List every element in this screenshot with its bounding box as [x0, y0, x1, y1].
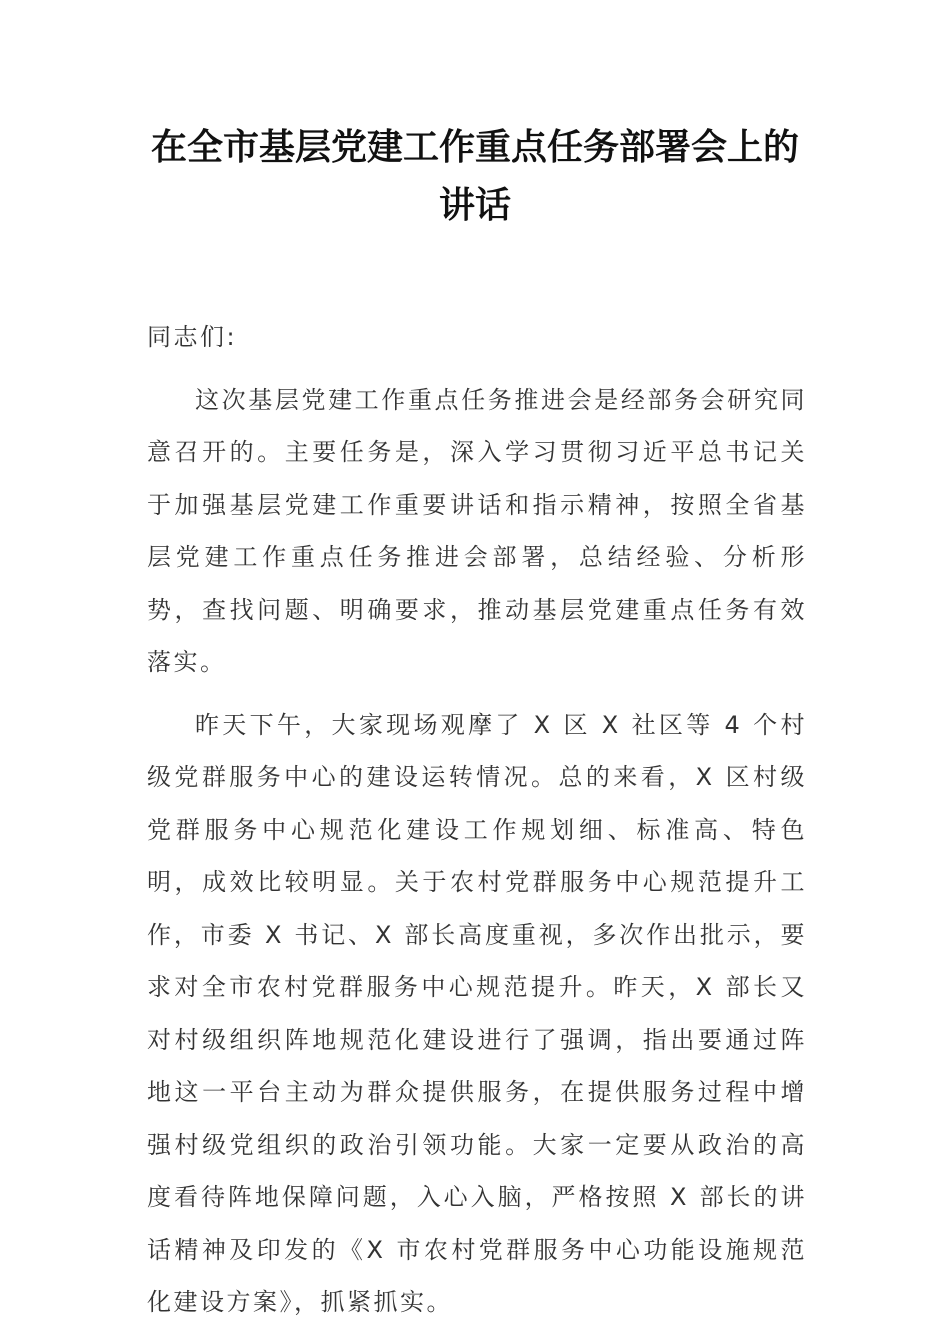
salutation: 同志们:	[147, 323, 238, 351]
document-body	[147, 311, 807, 1339]
paragraph-1: 这次基层党建工作重点任务推进会是经部务会研究同意召开的。主要任务是，深入学习贯彻习近平总书记关于加强基层党建工作重要讲话和指示精神，按照全省基层党建工作重点任务推进会部署，总结经验、分析形势，查找问题、明确要求，推动基层党建重点任务有效落实。	[147, 385, 807, 676]
paragraph-2: 昨天下午，大家现场观摩了 X 区 X 社区等 4 个村级党群服务中心的建设运转情况。总的来看，X 区村级党群服务中心规范化建设工作规划细、标准高、特色明，成效比较明显。关于农村党群服务中心规范提升工作，市委 X 书记、X 部长高度重视，多次作出批示，要求对全市农村党群服务中心规范提升。昨天，X 部长又对村级组织阵地规范化建设进行了强调，指出要通过阵地这一平台主动为群众提供服务，在提供服务过程中增强村级党组织的政治引领功能。大家一定要从政治的高度看待阵地保障问题，入心入脑，严格按照 X 部长的讲话精神及印发的《X 市农村党群服务中心功能设施规范化建设方案》，抓紧抓实。	[147, 710, 807, 1316]
document-title: 在全市基层党建工作重点任务部署会上的讲话	[150, 126, 799, 226]
